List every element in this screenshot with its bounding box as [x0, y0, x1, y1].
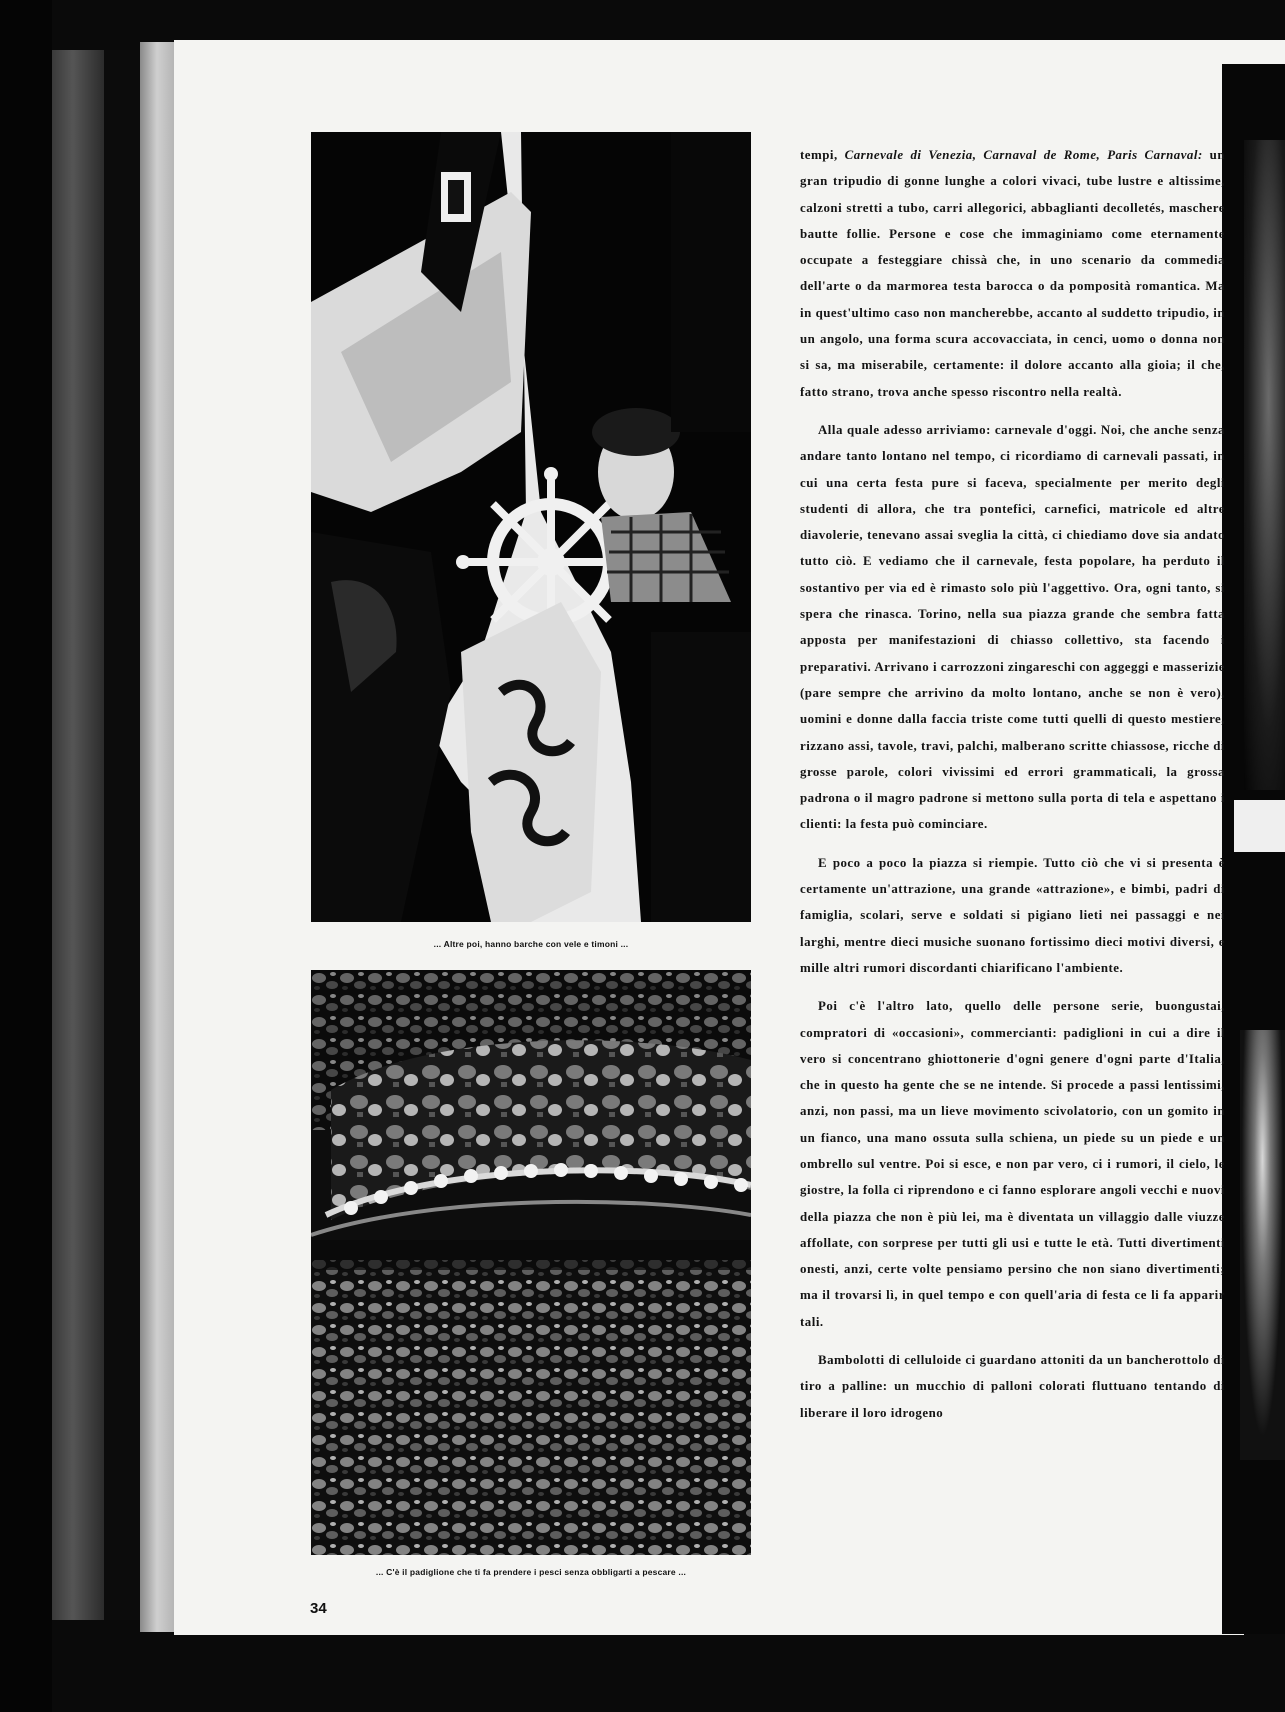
article-paragraph: E poco a poco la piazza si riempie. Tutto ciò che vi si presenta è certamente un'attrazione, una grande «attrazione», e bimbi, padri di famiglia, scolari, serve e soldati si pigiano lieti nei passaggi e nei larghi, mentre dieci musiche suonano fortissimo dieci motivi diversi, e mille altri rumori discordanti chiarificano l'ambiente.: [800, 855, 1225, 975]
article-italic-titles: Carnevale di Venezia, Carnaval de Rome, Paris Carnaval:: [844, 148, 1210, 162]
facing-page-photo-fragment-lower: [1240, 1030, 1285, 1460]
photo-caption-top: ... Altre poi, hanno barche con vele e timoni ...: [433, 939, 629, 949]
article-text: tempi,: [800, 148, 845, 162]
article-body: [800, 142, 1225, 1572]
photo-boat-with-sails: [311, 132, 751, 922]
photo-fish-pavilion: [311, 970, 751, 1555]
page-edges: [140, 42, 174, 1632]
book-spine-gutter: [104, 50, 140, 1620]
page-number: 34: [310, 1600, 327, 1617]
article-paragraph: Bambolotti di celluloide ci guardano attoniti da un bancherottolo di tiro a palline: un mucchio di palloni colorati fluttuano tentando di liberare il loro idrogeno: [800, 1353, 1225, 1420]
article-text: un gran tripudio di gonne lunghe a colori vivaci, tube lustre e altissime, calzoni stretti a tubo, carri allegorici, abbaglianti decolletés, maschere bautte follie. Persone e cose che immaginiamo come eternamente occupate a festeggiare chissà che, in uno scenario da commedia dell'arte o da marmorea testa barocca o da pomposità romantica. Ma in quest'ultimo caso non mancherebbe, accanto al suddetto tripudio, in un angolo, una forma scura accovacciata, in cenci, uomo o donna non si sa, ma miserabile, certamente: il dolore accanto alla gioia; il che, fatto strano, trova anche spesso riscontro nella realtà.: [800, 148, 1225, 399]
facing-page-blank-block: [1234, 800, 1285, 852]
facing-page-photo-fragment: [1244, 140, 1285, 790]
book-spine: [52, 50, 104, 1620]
article-paragraph: [800, 142, 1225, 405]
article-paragraph: Poi c'è l'altro lato, quello delle persone serie, buongustai, compratori di «occasioni», commercianti: padiglioni in cui a dire il vero si concentrano ghiottonerie d'ogni genere d'ogni parte d'Italia, che in questo ha gente che se ne intende. Si procede a passi lentissimi, anzi, non passi, ma un lieve movimento scivolatorio, con un gomito in un fianco, una mano ossuta sulla schiena, un piede su un piede e un ombrello sul ventre. Poi si esce, e non par vero, ci i rumori, il cielo, le giostre, la folla ci riprendono e ci fanno esplorare angoli vecchi e nuovi della piazza che non è più lei, ma è diventata un villaggio dalle viuzze affollate, con sorprese per tutti gli usi e tutte le età. Tutti divertimenti onesti, anzi, certe volte pensiamo persino che non siano divertimenti; ma il trovarsi lì, in quel tempo e con quell'aria di festa ce li fa apparir tali.: [800, 999, 1225, 1329]
article-paragraph: Alla quale adesso arriviamo: carnevale d'oggi. Noi, che anche senza andare tanto lontano nel tempo, ci ricordiamo di carnevali passati, in cui una certa festa pure si faceva, specialmente per merito degli studenti di allora, che tra pontefici, carnefici, matricole ed altre diavolerie, tenevano assai sveglia la città, ci chiediamo dove sia andato tutto ciò. E vediamo che il carnevale, festa popolare, ha perduto il sostantivo per via ed è rimasto solo più l'aggettivo. Ora, ogni tanto, si spera che rinasca. Torino, nella sua piazza grande che sembra fatta apposta per manifestazioni di chiasso collettivo, sta facendo i preparativi. Arrivano i carrozzoni zingareschi con aggeggi e masserizie (pare sempre che arrivino da molto lontano, anche se non è vero), uomini e donne dalla faccia triste come tutti quelli di questo mestiere, rizzano assi, tavole, travi, palchi, malberano scritte chiassose, ricche di grosse parole, colori vivissimi ed errori grammaticali, la grossa padrona o il magro padrone si mettono sulla porta di tela e aspettano i clienti: la festa può cominciare.: [800, 422, 1225, 832]
photo-caption-bottom: ... C'è il padiglione che ti fa prendere i pesci senza obbligarti a pescare ...: [375, 1567, 687, 1577]
facing-page-top-edge: [1135, 40, 1285, 64]
scanner-background: [0, 0, 52, 1712]
